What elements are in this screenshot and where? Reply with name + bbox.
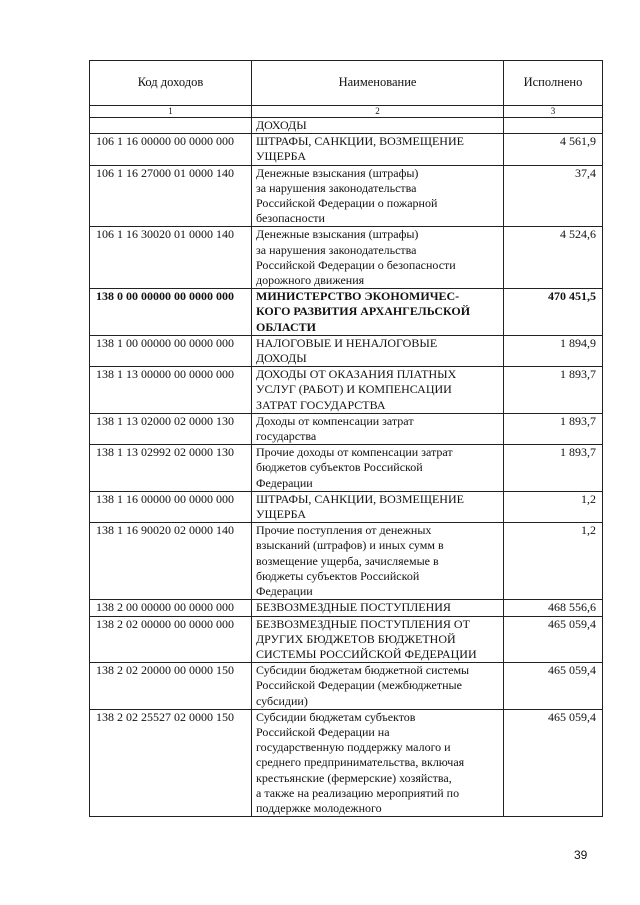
revenue-code: 106 1 16 30020 01 0000 140 xyxy=(90,227,252,289)
revenue-name: Денежные взыскания (штрафы) за нарушения законодательства Российской Федерации о пожарной безопасности xyxy=(252,165,504,227)
executed-amount: 1,2 xyxy=(504,523,603,600)
table-row xyxy=(90,335,603,366)
table-row xyxy=(90,663,603,710)
revenue-name: БЕЗВОЗМЕЗДНЫЕ ПОСТУПЛЕНИЯ ОТ ДРУГИХ БЮДЖЕТОВ БЮДЖЕТНОЙ СИСТЕМЫ РОССИЙСКОЙ ФЕДЕРАЦИИ xyxy=(252,616,504,663)
revenue-table xyxy=(89,60,603,817)
table-row xyxy=(90,118,603,134)
executed-amount: 1 893,7 xyxy=(504,445,603,492)
revenue-code: 106 1 16 00000 00 0000 000 xyxy=(90,134,252,165)
revenue-name: Прочие доходы от компенсации затрат бюджетов субъектов Российской Федерации xyxy=(252,445,504,492)
revenue-code: 138 0 00 00000 00 0000 000 xyxy=(90,289,252,336)
revenue-name: Субсидии бюджетам субъектов Российской Федерации на государственную поддержку малого и среднего предпринимательства, включая крестьянские (фермерские) хозяйства, а также на реализацию мероприятий по поддержке молодежного xyxy=(252,709,504,816)
header-row xyxy=(90,61,603,106)
revenue-name: ШТРАФЫ, САНКЦИИ, ВОЗМЕЩЕНИЕ УЩЕРБА xyxy=(252,134,504,165)
executed-amount: 4 561,9 xyxy=(504,134,603,165)
revenue-name: ДОХОДЫ xyxy=(252,118,504,134)
executed-amount: 470 451,5 xyxy=(504,289,603,336)
column-number: 2 xyxy=(252,106,504,118)
table-row xyxy=(90,413,603,444)
executed-amount: 1,2 xyxy=(504,491,603,522)
revenue-code: 138 2 02 00000 00 0000 000 xyxy=(90,616,252,663)
revenue-code xyxy=(90,118,252,134)
table-row xyxy=(90,289,603,336)
table-row xyxy=(90,709,603,816)
executed-amount xyxy=(504,118,603,134)
table-row xyxy=(90,491,603,522)
executed-amount: 465 059,4 xyxy=(504,709,603,816)
column-number: 3 xyxy=(504,106,603,118)
table-row xyxy=(90,134,603,165)
revenue-name: Денежные взыскания (штрафы) за нарушения законодательства Российской Федерации о безопасности дорожного движения xyxy=(252,227,504,289)
revenue-name: Прочие поступления от денежных взысканий (штрафов) и иных сумм в возмещение ущерба, зачисляемые в бюджеты субъектов Российской Федерации xyxy=(252,523,504,600)
table-row xyxy=(90,523,603,600)
executed-amount: 468 556,6 xyxy=(504,600,603,616)
revenue-code: 138 1 13 02992 02 0000 130 xyxy=(90,445,252,492)
table-row xyxy=(90,600,603,616)
executed-amount: 1 893,7 xyxy=(504,367,603,414)
executed-amount: 1 893,7 xyxy=(504,413,603,444)
table-row xyxy=(90,165,603,227)
column-number-row xyxy=(90,106,603,118)
revenue-code: 138 2 02 20000 00 0000 150 xyxy=(90,663,252,710)
revenue-name: Субсидии бюджетам бюджетной системы Российской Федерации (межбюджетные субсидии) xyxy=(252,663,504,710)
revenue-code: 138 2 02 25527 02 0000 150 xyxy=(90,709,252,816)
revenue-name: БЕЗВОЗМЕЗДНЫЕ ПОСТУПЛЕНИЯ xyxy=(252,600,504,616)
header-code: Код доходов xyxy=(90,61,252,106)
revenue-name: ШТРАФЫ, САНКЦИИ, ВОЗМЕЩЕНИЕ УЩЕРБА xyxy=(252,491,504,522)
executed-amount: 4 524,6 xyxy=(504,227,603,289)
revenue-name: ДОХОДЫ ОТ ОКАЗАНИЯ ПЛАТНЫХ УСЛУГ (РАБОТ) И КОМПЕНСАЦИИ ЗАТРАТ ГОСУДАРСТВА xyxy=(252,367,504,414)
header-name: Наименование xyxy=(252,61,504,106)
page-number: 39 xyxy=(574,848,588,862)
revenue-code: 138 2 00 00000 00 0000 000 xyxy=(90,600,252,616)
revenue-name: МИНИСТЕРСТВО ЭКОНОМИЧЕС- КОГО РАЗВИТИЯ АРХАНГЕЛЬСКОЙ ОБЛАСТИ xyxy=(252,289,504,336)
column-number: 1 xyxy=(90,106,252,118)
revenue-code: 138 1 16 00000 00 0000 000 xyxy=(90,491,252,522)
executed-amount: 1 894,9 xyxy=(504,335,603,366)
revenue-code: 138 1 13 00000 00 0000 000 xyxy=(90,367,252,414)
table-row xyxy=(90,616,603,663)
executed-amount: 465 059,4 xyxy=(504,616,603,663)
table-row xyxy=(90,227,603,289)
revenue-code: 138 1 16 90020 02 0000 140 xyxy=(90,523,252,600)
revenue-code: 138 1 13 02000 02 0000 130 xyxy=(90,413,252,444)
table-row xyxy=(90,445,603,492)
table-body xyxy=(90,118,603,817)
executed-amount: 37,4 xyxy=(504,165,603,227)
header-executed: Исполнено xyxy=(504,61,603,106)
revenue-name: НАЛОГОВЫЕ И НЕНАЛОГОВЫЕ ДОХОДЫ xyxy=(252,335,504,366)
revenue-name: Доходы от компенсации затрат государства xyxy=(252,413,504,444)
executed-amount: 465 059,4 xyxy=(504,663,603,710)
revenue-code: 138 1 00 00000 00 0000 000 xyxy=(90,335,252,366)
revenue-code: 106 1 16 27000 01 0000 140 xyxy=(90,165,252,227)
table-row xyxy=(90,367,603,414)
